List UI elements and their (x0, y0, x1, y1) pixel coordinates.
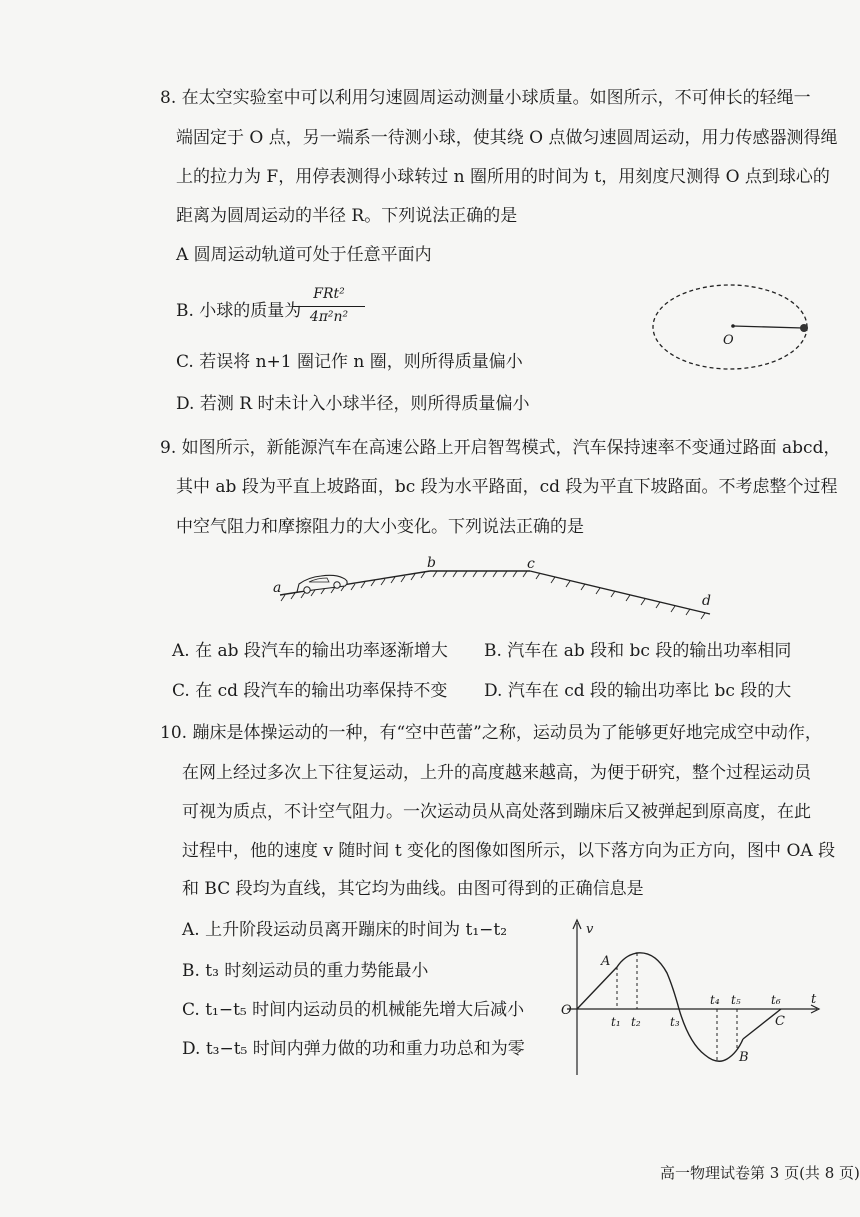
label-a: a (273, 580, 282, 596)
car-icon (297, 575, 347, 593)
q8-option-b-numerator: FRt² (313, 286, 345, 302)
road-cd (530, 571, 710, 614)
label-o: O (723, 333, 734, 348)
q9-line3: 中空气阻力和摩擦阻力的大小变化。下列说法正确的是 (176, 517, 584, 537)
road-figure (265, 555, 725, 620)
q9-option-d: D. 汽车在 cd 段的输出功率比 bc 段的大 (484, 681, 792, 701)
label-point-b: B (739, 1050, 749, 1065)
q8-option-c: C. 若误将 n+1 圈记作 n 圈，则所得质量偏小 (176, 352, 523, 372)
label-origin: O (561, 1003, 572, 1018)
q10-line4: 过程中，他的速度 v 随时间 t 变化的图像如图所示，以下落方向为正方向，图中 OA 段 (182, 841, 836, 861)
q8-option-b-denominator: 4π²n² (309, 309, 349, 325)
q8-line1: 8. 在太空实验室中可以利用匀速圆周运动测量小球质量。如图所示，不可伸长的轻绳一 (160, 88, 811, 108)
label-d: d (702, 593, 711, 609)
label-t: t (811, 992, 817, 1007)
label-point-c: C (775, 1014, 785, 1029)
label-point-a: A (601, 954, 611, 969)
q10-line2: 在网上经过多次上下往复运动，上升的高度越来越高，为便于研究，整个过程运动员 (182, 763, 811, 783)
tick-t1: t₁ (611, 1015, 621, 1029)
page-footer: 高一物理试卷第 3 页(共 8 页) (660, 1164, 860, 1182)
ball (800, 324, 808, 332)
q8-option-b-prefix: B. 小球的质量为 (176, 301, 302, 321)
label-c: c (527, 556, 535, 572)
tick-t5: t₅ (731, 993, 741, 1007)
tick-t4: t₄ (710, 993, 720, 1007)
label-v: v (586, 922, 594, 937)
q10-option-d: D. t₃−t₅ 时间内弹力做的功和重力功总和为零 (182, 1039, 525, 1059)
q10-line3: 可视为质点，不计空气阻力。一次运动员从高处落到蹦床后又被弹起到原高度，在此 (182, 802, 811, 822)
q9-option-c: C. 在 cd 段汽车的输出功率保持不变 (172, 681, 448, 701)
segment-oa (577, 967, 617, 1009)
q10-line1: 10. 蹦床是体操运动的一种，有“空中芭蕾”之称，运动员为了能够更好地完成空中动作， (160, 723, 822, 743)
q10-option-c: C. t₁−t₅ 时间内运动员的机械能先增大后减小 (182, 1000, 525, 1020)
q9-line2: 其中 ab 段为平直上坡路面，bc 段为水平路面，cd 段为平直下坡路面。不考虑整个过程 (176, 477, 838, 497)
q10-option-b: B. t₃ 时刻运动员的重力势能最小 (182, 961, 429, 981)
tick-t2: t₂ (631, 1015, 641, 1029)
q8-option-d: D. 若测 R 时未计入小球半径，则所得质量偏小 (176, 394, 530, 414)
q10-option-a: A. 上升阶段运动员离开蹦床的时间为 t₁−t₂ (182, 920, 508, 940)
fraction-bar (293, 306, 365, 307)
label-b: b (427, 555, 436, 571)
rope-line (733, 326, 803, 328)
q9-option-b: B. 汽车在 ab 段和 bc 段的输出功率相同 (484, 641, 792, 661)
q9-line1: 9. 如图所示，新能源汽车在高速公路上开启智驾模式，汽车保持速率不变通过路面 abcd， (160, 438, 841, 458)
vt-graph (555, 915, 825, 1085)
tick-t3: t₃ (670, 1015, 680, 1029)
curve-ab (617, 953, 743, 1061)
q8-line3: 上的拉力为 F，用停表测得小球转过 n 圈所用的时间为 t，用刻度尺测得 O 点到球心的 (176, 167, 830, 187)
q8-line4: 距离为圆周运动的半径 R。下列说法正确的是 (176, 206, 518, 226)
tick-t6: t₆ (771, 993, 781, 1007)
q8-line2: 端固定于 O 点，另一端系一待测小球，使其绕 O 点做匀速圆周运动，用力传感器测得绳 (176, 128, 838, 148)
q10-line5: 和 BC 段均为直线，其它均为曲线。由图可得到的正确信息是 (182, 879, 644, 899)
q9-option-a: A. 在 ab 段汽车的输出功率逐渐增大 (172, 641, 448, 661)
q8-option-a: A 圆周运动轨道可处于任意平面内 (176, 245, 432, 265)
orbit-figure (650, 282, 820, 372)
dashed-guides (617, 953, 737, 1061)
